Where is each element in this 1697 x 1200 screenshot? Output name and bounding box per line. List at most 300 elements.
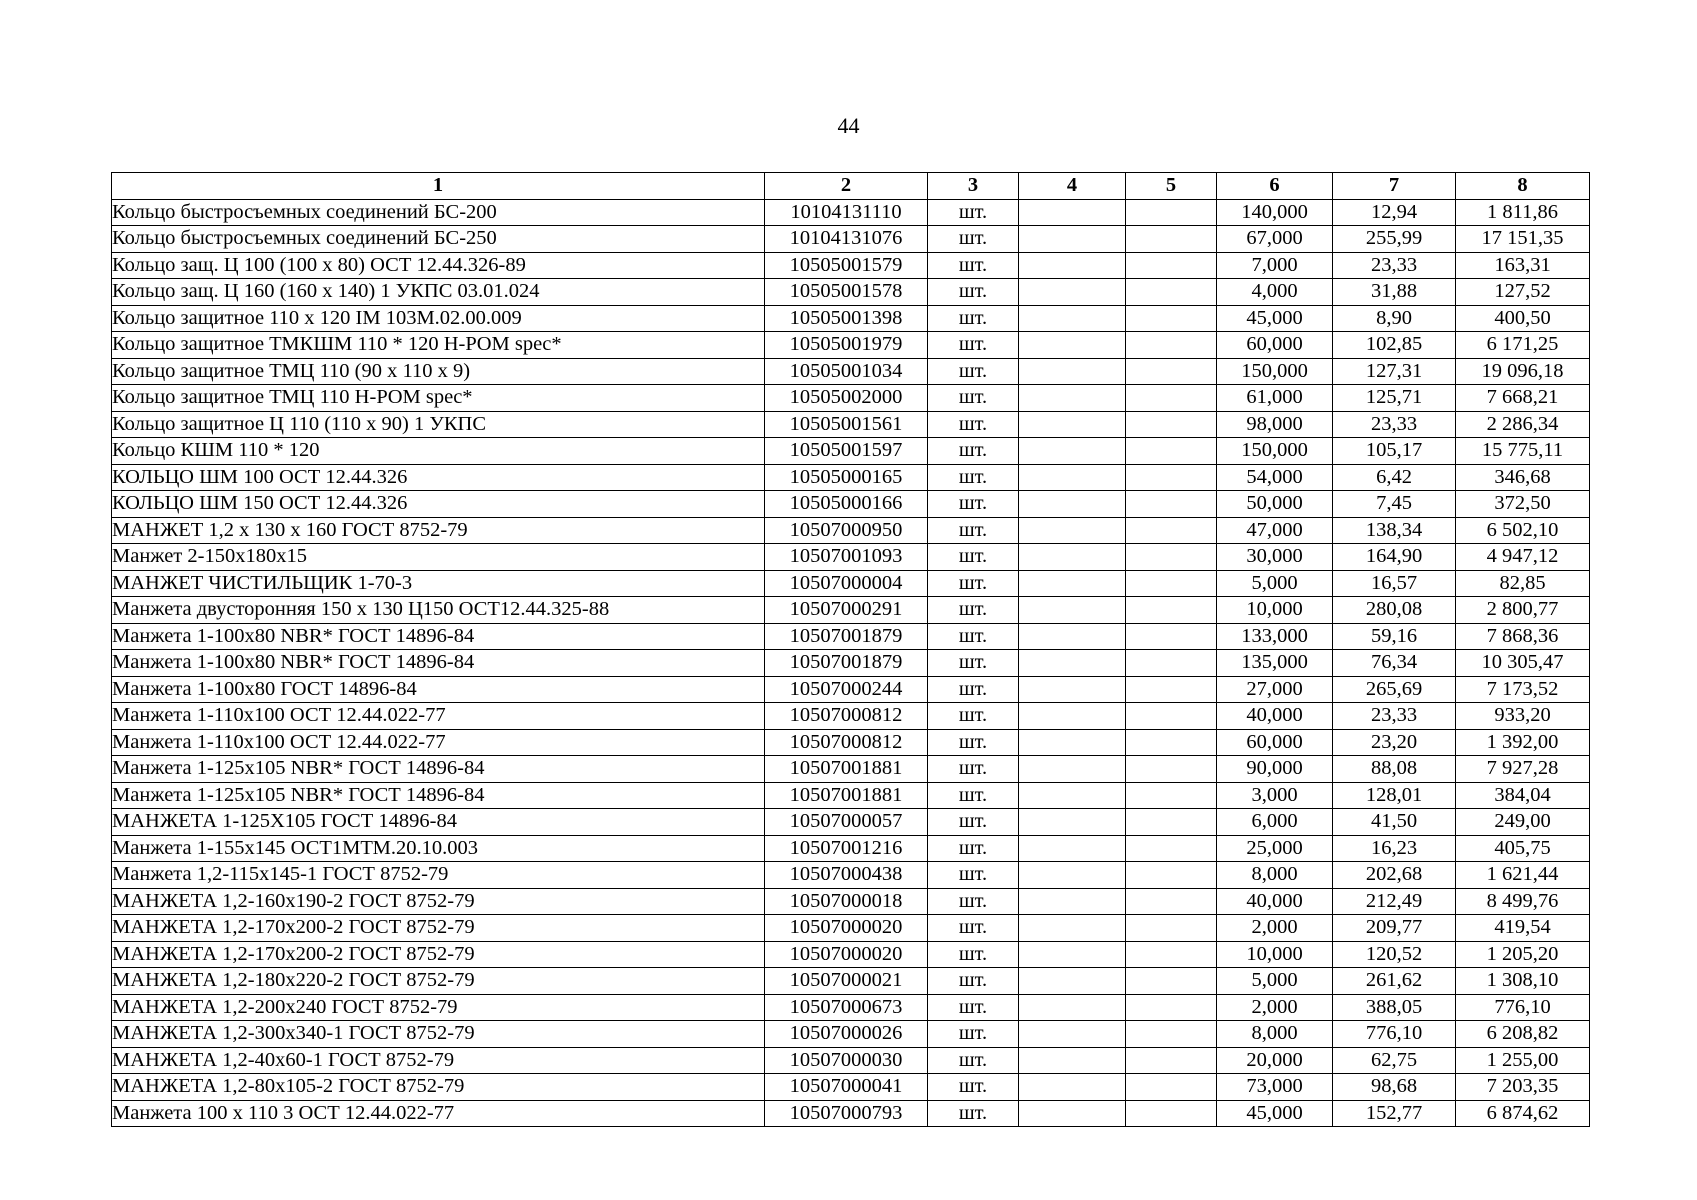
item-code-cell: 10505001979: [765, 332, 928, 359]
item-name-cell: МАНЖЕТ 1,2 х 130 х 160 ГОСТ 8752-79: [112, 517, 765, 544]
table-body: [112, 199, 1590, 1127]
price-cell: 23,33: [1333, 703, 1456, 730]
column-header-5: 5: [1126, 173, 1217, 200]
unit-cell: шт.: [928, 968, 1019, 995]
sum-cell: 163,31: [1456, 252, 1590, 279]
quantity-cell: 40,000: [1217, 703, 1333, 730]
unit-cell: шт.: [928, 199, 1019, 226]
item-code-cell: 10507000950: [765, 517, 928, 544]
unit-cell: шт.: [928, 676, 1019, 703]
unit-cell: шт.: [928, 1021, 1019, 1048]
empty-cell-col4: [1019, 650, 1126, 677]
empty-cell-col4: [1019, 623, 1126, 650]
item-code-cell: 10507001093: [765, 544, 928, 571]
empty-cell-col5: [1126, 305, 1217, 332]
empty-cell-col4: [1019, 411, 1126, 438]
price-cell: 76,34: [1333, 650, 1456, 677]
table-row: [112, 650, 1590, 677]
price-cell: 23,33: [1333, 252, 1456, 279]
sum-cell: 405,75: [1456, 835, 1590, 862]
empty-cell-col5: [1126, 570, 1217, 597]
price-cell: 62,75: [1333, 1047, 1456, 1074]
table-row: [112, 1021, 1590, 1048]
price-cell: 261,62: [1333, 968, 1456, 995]
unit-cell: шт.: [928, 464, 1019, 491]
item-code-cell: 10507000030: [765, 1047, 928, 1074]
empty-cell-col4: [1019, 597, 1126, 624]
quantity-cell: 90,000: [1217, 756, 1333, 783]
sum-cell: 1 205,20: [1456, 941, 1590, 968]
column-header-7: 7: [1333, 173, 1456, 200]
table-row: [112, 862, 1590, 889]
empty-cell-col5: [1126, 915, 1217, 942]
item-code-cell: 10505000165: [765, 464, 928, 491]
item-name-cell: Кольцо защитное 110 х 120 IM 103М.02.00.009: [112, 305, 765, 332]
item-name-cell: КОЛЬЦО ШМ 100 ОСТ 12.44.326: [112, 464, 765, 491]
empty-cell-col5: [1126, 862, 1217, 889]
empty-cell-col4: [1019, 888, 1126, 915]
quantity-cell: 67,000: [1217, 226, 1333, 253]
table-row: [112, 305, 1590, 332]
price-cell: 255,99: [1333, 226, 1456, 253]
table-row: [112, 332, 1590, 359]
empty-cell-col4: [1019, 1100, 1126, 1127]
unit-cell: шт.: [928, 517, 1019, 544]
item-code-cell: 10104131076: [765, 226, 928, 253]
column-header-3: 3: [928, 173, 1019, 200]
price-cell: 128,01: [1333, 782, 1456, 809]
table-row: [112, 1100, 1590, 1127]
sum-cell: 127,52: [1456, 279, 1590, 306]
quantity-cell: 135,000: [1217, 650, 1333, 677]
sum-cell: 7 173,52: [1456, 676, 1590, 703]
page-number: 44: [837, 113, 860, 138]
item-code-cell: 10505001561: [765, 411, 928, 438]
quantity-cell: 40,000: [1217, 888, 1333, 915]
inventory-table: [111, 172, 1590, 1127]
empty-cell-col5: [1126, 676, 1217, 703]
price-cell: 31,88: [1333, 279, 1456, 306]
item-name-cell: Манжета 1-110х100 ОСТ 12.44.022-77: [112, 729, 765, 756]
empty-cell-col5: [1126, 1100, 1217, 1127]
empty-cell-col5: [1126, 332, 1217, 359]
empty-cell-col4: [1019, 332, 1126, 359]
quantity-cell: 3,000: [1217, 782, 1333, 809]
price-cell: 280,08: [1333, 597, 1456, 624]
table-row: [112, 517, 1590, 544]
unit-cell: шт.: [928, 862, 1019, 889]
item-code-cell: 10507000438: [765, 862, 928, 889]
price-cell: 16,23: [1333, 835, 1456, 862]
item-name-cell: Кольцо защитное Ц 110 (110 х 90) 1 УКПС: [112, 411, 765, 438]
unit-cell: шт.: [928, 703, 1019, 730]
item-name-cell: Манжета 1-125х105 NBR* ГОСТ 14896-84: [112, 782, 765, 809]
table-row: [112, 968, 1590, 995]
empty-cell-col5: [1126, 782, 1217, 809]
item-code-cell: 10104131110: [765, 199, 928, 226]
sum-cell: 346,68: [1456, 464, 1590, 491]
column-header-6: 6: [1217, 173, 1333, 200]
table-row: [112, 809, 1590, 836]
unit-cell: шт.: [928, 544, 1019, 571]
price-cell: 23,20: [1333, 729, 1456, 756]
table-row: [112, 411, 1590, 438]
quantity-cell: 27,000: [1217, 676, 1333, 703]
item-code-cell: 10507000812: [765, 703, 928, 730]
quantity-cell: 54,000: [1217, 464, 1333, 491]
unit-cell: шт.: [928, 438, 1019, 465]
empty-cell-col4: [1019, 438, 1126, 465]
sum-cell: 776,10: [1456, 994, 1590, 1021]
empty-cell-col5: [1126, 199, 1217, 226]
quantity-cell: 8,000: [1217, 862, 1333, 889]
quantity-cell: 61,000: [1217, 385, 1333, 412]
item-code-cell: 10507000057: [765, 809, 928, 836]
quantity-cell: 20,000: [1217, 1047, 1333, 1074]
table-row: [112, 226, 1590, 253]
empty-cell-col5: [1126, 809, 1217, 836]
item-code-cell: 10507001881: [765, 782, 928, 809]
table-row: [112, 888, 1590, 915]
empty-cell-col5: [1126, 623, 1217, 650]
sum-cell: 6 502,10: [1456, 517, 1590, 544]
price-cell: 388,05: [1333, 994, 1456, 1021]
price-cell: 102,85: [1333, 332, 1456, 359]
price-cell: 41,50: [1333, 809, 1456, 836]
sum-cell: 19 096,18: [1456, 358, 1590, 385]
price-cell: 265,69: [1333, 676, 1456, 703]
quantity-cell: 10,000: [1217, 597, 1333, 624]
empty-cell-col4: [1019, 1047, 1126, 1074]
sum-cell: 6 874,62: [1456, 1100, 1590, 1127]
header-row: [112, 173, 1590, 200]
price-cell: 7,45: [1333, 491, 1456, 518]
unit-cell: шт.: [928, 385, 1019, 412]
sum-cell: 1 621,44: [1456, 862, 1590, 889]
sum-cell: 6 171,25: [1456, 332, 1590, 359]
empty-cell-col5: [1126, 597, 1217, 624]
price-cell: 776,10: [1333, 1021, 1456, 1048]
price-cell: 164,90: [1333, 544, 1456, 571]
price-cell: 98,68: [1333, 1074, 1456, 1101]
item-code-cell: 10507001879: [765, 623, 928, 650]
table-row: [112, 358, 1590, 385]
unit-cell: шт.: [928, 994, 1019, 1021]
empty-cell-col5: [1126, 1021, 1217, 1048]
column-header-4: 4: [1019, 173, 1126, 200]
empty-cell-col4: [1019, 703, 1126, 730]
sum-cell: 17 151,35: [1456, 226, 1590, 253]
table-row: [112, 994, 1590, 1021]
unit-cell: шт.: [928, 650, 1019, 677]
empty-cell-col4: [1019, 517, 1126, 544]
item-code-cell: 10507000673: [765, 994, 928, 1021]
price-cell: 23,33: [1333, 411, 1456, 438]
table-row: [112, 729, 1590, 756]
unit-cell: шт.: [928, 782, 1019, 809]
column-header-8: 8: [1456, 173, 1590, 200]
empty-cell-col4: [1019, 199, 1126, 226]
item-name-cell: Кольцо защ. Ц 100 (100 х 80) ОСТ 12.44.326-89: [112, 252, 765, 279]
empty-cell-col5: [1126, 411, 1217, 438]
empty-cell-col5: [1126, 968, 1217, 995]
sum-cell: 384,04: [1456, 782, 1590, 809]
item-name-cell: МАНЖЕТА 1,2-300х340-1 ГОСТ 8752-79: [112, 1021, 765, 1048]
quantity-cell: 5,000: [1217, 570, 1333, 597]
unit-cell: шт.: [928, 491, 1019, 518]
sum-cell: 8 499,76: [1456, 888, 1590, 915]
item-code-cell: 10507000021: [765, 968, 928, 995]
empty-cell-col4: [1019, 835, 1126, 862]
quantity-cell: 150,000: [1217, 358, 1333, 385]
empty-cell-col4: [1019, 385, 1126, 412]
item-code-cell: 10505002000: [765, 385, 928, 412]
item-name-cell: МАНЖЕТ ЧИСТИЛЬЩИК 1-70-3: [112, 570, 765, 597]
empty-cell-col5: [1126, 252, 1217, 279]
empty-cell-col5: [1126, 438, 1217, 465]
price-cell: 120,52: [1333, 941, 1456, 968]
sum-cell: 10 305,47: [1456, 650, 1590, 677]
item-code-cell: 10507000244: [765, 676, 928, 703]
table-row: [112, 438, 1590, 465]
unit-cell: шт.: [928, 623, 1019, 650]
quantity-cell: 8,000: [1217, 1021, 1333, 1048]
empty-cell-col4: [1019, 544, 1126, 571]
item-name-cell: МАНЖЕТА 1-125Х105 ГОСТ 14896-84: [112, 809, 765, 836]
table-row: [112, 782, 1590, 809]
item-name-cell: Манжета 1-110х100 ОСТ 12.44.022-77: [112, 703, 765, 730]
empty-cell-col5: [1126, 226, 1217, 253]
quantity-cell: 140,000: [1217, 199, 1333, 226]
table-row: [112, 941, 1590, 968]
column-header-1: 1: [112, 173, 765, 200]
item-name-cell: Кольцо быстросъемных соединений БС-200: [112, 199, 765, 226]
item-name-cell: МАНЖЕТА 1,2-200х240 ГОСТ 8752-79: [112, 994, 765, 1021]
quantity-cell: 73,000: [1217, 1074, 1333, 1101]
quantity-cell: 2,000: [1217, 994, 1333, 1021]
empty-cell-col5: [1126, 544, 1217, 571]
table-row: [112, 623, 1590, 650]
empty-cell-col5: [1126, 491, 1217, 518]
empty-cell-col5: [1126, 994, 1217, 1021]
unit-cell: шт.: [928, 226, 1019, 253]
table-row: [112, 835, 1590, 862]
item-code-cell: 10507000004: [765, 570, 928, 597]
unit-cell: шт.: [928, 252, 1019, 279]
item-code-cell: 10507000812: [765, 729, 928, 756]
sum-cell: 1 255,00: [1456, 1047, 1590, 1074]
table-row: [112, 491, 1590, 518]
empty-cell-col5: [1126, 279, 1217, 306]
quantity-cell: 6,000: [1217, 809, 1333, 836]
empty-cell-col4: [1019, 1021, 1126, 1048]
empty-cell-col4: [1019, 491, 1126, 518]
table-row: [112, 703, 1590, 730]
unit-cell: шт.: [928, 941, 1019, 968]
price-cell: 212,49: [1333, 888, 1456, 915]
empty-cell-col4: [1019, 464, 1126, 491]
empty-cell-col5: [1126, 729, 1217, 756]
item-name-cell: Кольцо КШМ 110 * 120: [112, 438, 765, 465]
empty-cell-col4: [1019, 756, 1126, 783]
price-cell: 138,34: [1333, 517, 1456, 544]
table-row: [112, 676, 1590, 703]
quantity-cell: 4,000: [1217, 279, 1333, 306]
empty-cell-col4: [1019, 862, 1126, 889]
price-cell: 209,77: [1333, 915, 1456, 942]
sum-cell: 2 800,77: [1456, 597, 1590, 624]
item-name-cell: Манжета 100 х 110 3 ОСТ 12.44.022-77: [112, 1100, 765, 1127]
unit-cell: шт.: [928, 305, 1019, 332]
sum-cell: 1 811,86: [1456, 199, 1590, 226]
quantity-cell: 45,000: [1217, 305, 1333, 332]
quantity-cell: 5,000: [1217, 968, 1333, 995]
empty-cell-col5: [1126, 517, 1217, 544]
item-code-cell: 10507000020: [765, 915, 928, 942]
item-code-cell: 10507001879: [765, 650, 928, 677]
unit-cell: шт.: [928, 597, 1019, 624]
table-row: [112, 199, 1590, 226]
unit-cell: шт.: [928, 756, 1019, 783]
column-header-2: 2: [765, 173, 928, 200]
table-row: [112, 570, 1590, 597]
item-name-cell: Манжета 1-155х145 ОСТ1МТМ.20.10.003: [112, 835, 765, 862]
sum-cell: 419,54: [1456, 915, 1590, 942]
price-cell: 202,68: [1333, 862, 1456, 889]
item-name-cell: Манжета двусторонняя 150 х 130 Ц150 ОСТ12.44.325-88: [112, 597, 765, 624]
item-code-cell: 10507000020: [765, 941, 928, 968]
empty-cell-col5: [1126, 703, 1217, 730]
item-name-cell: Манжета 1-125х105 NBR* ГОСТ 14896-84: [112, 756, 765, 783]
quantity-cell: 150,000: [1217, 438, 1333, 465]
item-code-cell: 10507000041: [765, 1074, 928, 1101]
item-code-cell: 10505001579: [765, 252, 928, 279]
item-code-cell: 10507000291: [765, 597, 928, 624]
item-name-cell: Манжета 1-100х80 ГОСТ 14896-84: [112, 676, 765, 703]
item-code-cell: 10505001398: [765, 305, 928, 332]
empty-cell-col5: [1126, 835, 1217, 862]
table-row: [112, 464, 1590, 491]
unit-cell: шт.: [928, 729, 1019, 756]
empty-cell-col4: [1019, 570, 1126, 597]
empty-cell-col5: [1126, 888, 1217, 915]
quantity-cell: 47,000: [1217, 517, 1333, 544]
empty-cell-col4: [1019, 305, 1126, 332]
item-name-cell: Кольцо защ. Ц 160 (160 х 140) 1 УКПС 03.01.024: [112, 279, 765, 306]
item-name-cell: МАНЖЕТА 1,2-80х105-2 ГОСТ 8752-79: [112, 1074, 765, 1101]
price-cell: 105,17: [1333, 438, 1456, 465]
item-name-cell: МАНЖЕТА 1,2-40х60-1 ГОСТ 8752-79: [112, 1047, 765, 1074]
sum-cell: 933,20: [1456, 703, 1590, 730]
quantity-cell: 133,000: [1217, 623, 1333, 650]
empty-cell-col4: [1019, 994, 1126, 1021]
item-code-cell: 10507001881: [765, 756, 928, 783]
empty-cell-col4: [1019, 1074, 1126, 1101]
table-row: [112, 915, 1590, 942]
quantity-cell: 2,000: [1217, 915, 1333, 942]
quantity-cell: 60,000: [1217, 729, 1333, 756]
sum-cell: 6 208,82: [1456, 1021, 1590, 1048]
quantity-cell: 50,000: [1217, 491, 1333, 518]
item-name-cell: МАНЖЕТА 1,2-180х220-2 ГОСТ 8752-79: [112, 968, 765, 995]
empty-cell-col5: [1126, 941, 1217, 968]
quantity-cell: 25,000: [1217, 835, 1333, 862]
unit-cell: шт.: [928, 1074, 1019, 1101]
item-name-cell: Кольцо защитное ТМЦ 110 (90 х 110 х 9): [112, 358, 765, 385]
sum-cell: 7 668,21: [1456, 385, 1590, 412]
item-code-cell: 10505001578: [765, 279, 928, 306]
quantity-cell: 45,000: [1217, 1100, 1333, 1127]
sum-cell: 4 947,12: [1456, 544, 1590, 571]
unit-cell: шт.: [928, 358, 1019, 385]
unit-cell: шт.: [928, 570, 1019, 597]
unit-cell: шт.: [928, 1047, 1019, 1074]
price-cell: 12,94: [1333, 199, 1456, 226]
empty-cell-col4: [1019, 358, 1126, 385]
quantity-cell: 30,000: [1217, 544, 1333, 571]
empty-cell-col4: [1019, 809, 1126, 836]
sum-cell: 15 775,11: [1456, 438, 1590, 465]
unit-cell: шт.: [928, 332, 1019, 359]
sum-cell: 1 392,00: [1456, 729, 1590, 756]
sum-cell: 7 868,36: [1456, 623, 1590, 650]
price-cell: 88,08: [1333, 756, 1456, 783]
unit-cell: шт.: [928, 888, 1019, 915]
unit-cell: шт.: [928, 1100, 1019, 1127]
item-name-cell: Манжета 1-100х80 NBR* ГОСТ 14896-84: [112, 623, 765, 650]
item-code-cell: 10505001597: [765, 438, 928, 465]
empty-cell-col5: [1126, 464, 1217, 491]
empty-cell-col4: [1019, 279, 1126, 306]
unit-cell: шт.: [928, 835, 1019, 862]
price-cell: 8,90: [1333, 305, 1456, 332]
unit-cell: шт.: [928, 411, 1019, 438]
item-name-cell: Манжета 1,2-115х145-1 ГОСТ 8752-79: [112, 862, 765, 889]
price-cell: 125,71: [1333, 385, 1456, 412]
item-name-cell: МАНЖЕТА 1,2-170х200-2 ГОСТ 8752-79: [112, 941, 765, 968]
table-row: [112, 252, 1590, 279]
table-row: [112, 1074, 1590, 1101]
quantity-cell: 98,000: [1217, 411, 1333, 438]
price-cell: 152,77: [1333, 1100, 1456, 1127]
price-cell: 6,42: [1333, 464, 1456, 491]
quantity-cell: 60,000: [1217, 332, 1333, 359]
empty-cell-col4: [1019, 782, 1126, 809]
item-name-cell: Кольцо быстросъемных соединений БС-250: [112, 226, 765, 253]
table-row: [112, 756, 1590, 783]
item-name-cell: Кольцо защитное ТМЦ 110 H-POM spec*: [112, 385, 765, 412]
price-cell: 59,16: [1333, 623, 1456, 650]
quantity-cell: 10,000: [1217, 941, 1333, 968]
empty-cell-col4: [1019, 676, 1126, 703]
empty-cell-col5: [1126, 358, 1217, 385]
table-row: [112, 385, 1590, 412]
empty-cell-col5: [1126, 1074, 1217, 1101]
empty-cell-col5: [1126, 385, 1217, 412]
empty-cell-col4: [1019, 252, 1126, 279]
table-row: [112, 279, 1590, 306]
sum-cell: 372,50: [1456, 491, 1590, 518]
empty-cell-col4: [1019, 729, 1126, 756]
empty-cell-col5: [1126, 650, 1217, 677]
sum-cell: 1 308,10: [1456, 968, 1590, 995]
item-name-cell: Манжета 1-100х80 NBR* ГОСТ 14896-84: [112, 650, 765, 677]
unit-cell: шт.: [928, 915, 1019, 942]
empty-cell-col4: [1019, 915, 1126, 942]
price-cell: 127,31: [1333, 358, 1456, 385]
item-name-cell: КОЛЬЦО ШМ 150 ОСТ 12.44.326: [112, 491, 765, 518]
quantity-cell: 7,000: [1217, 252, 1333, 279]
